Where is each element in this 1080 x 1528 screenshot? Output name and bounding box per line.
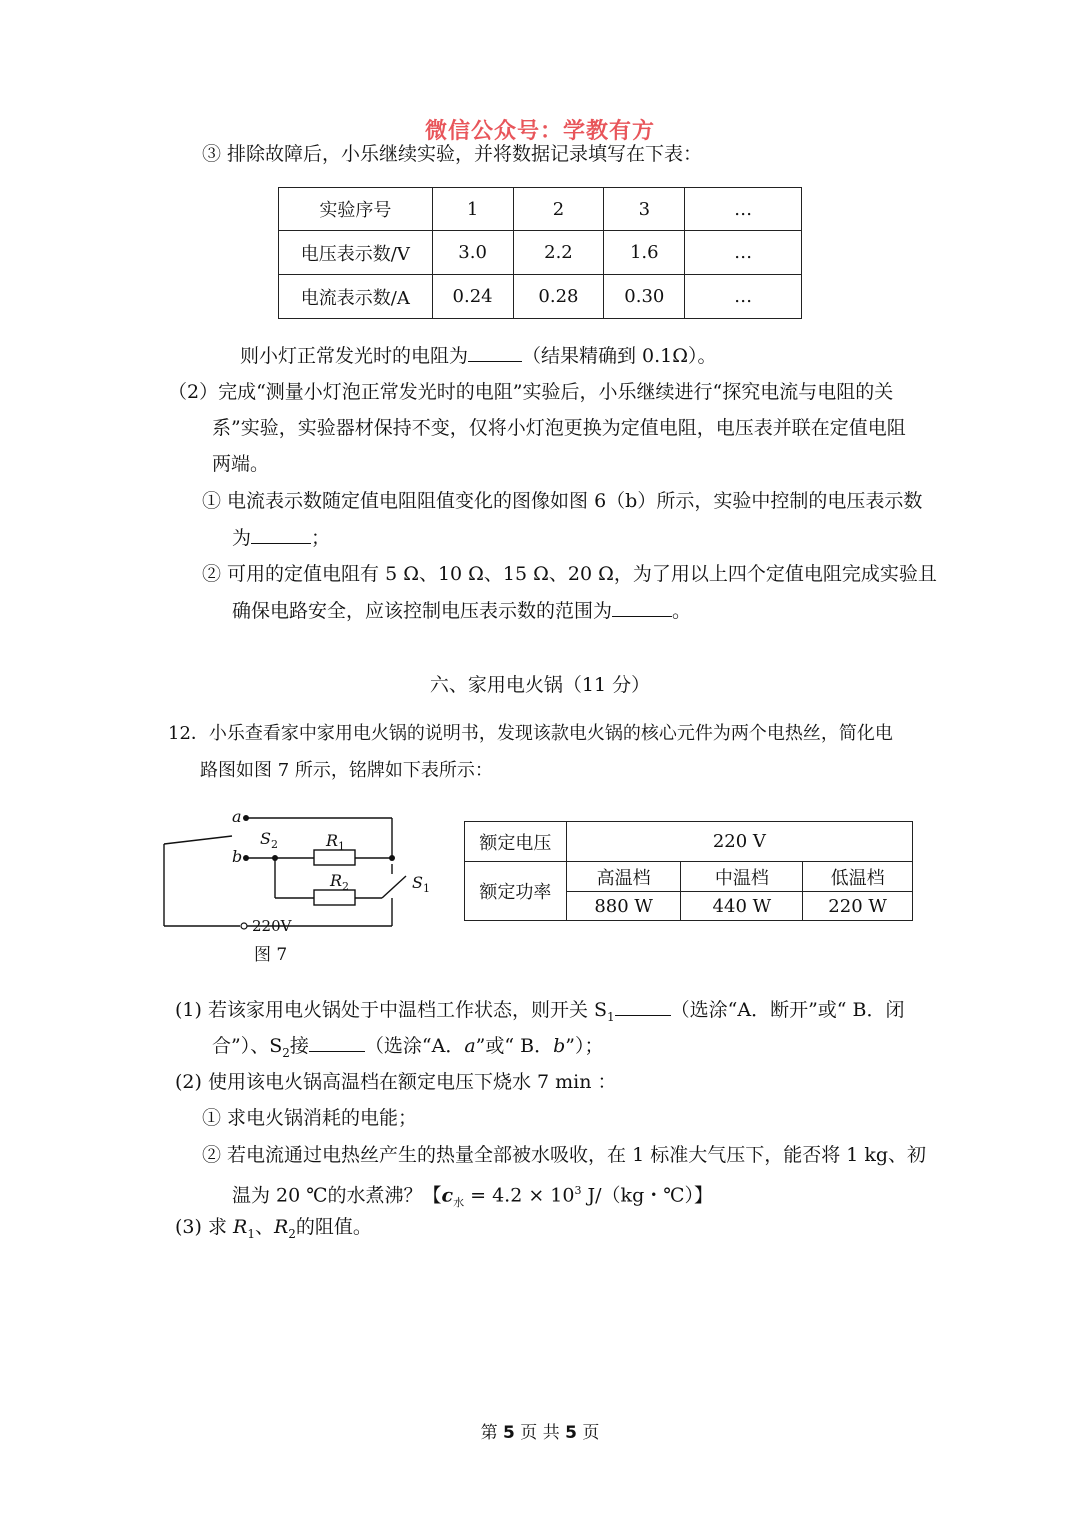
symbol-r2: R xyxy=(273,1216,289,1238)
part2-q1-line1: ① 电流表示数随定值电阻阻值变化的图像如图 6（b）所示，实验中控制的电压表示数 xyxy=(202,490,923,512)
table-cell: … xyxy=(685,231,802,275)
label-b: b xyxy=(232,847,243,866)
table-cell: 220 V xyxy=(566,822,912,862)
answer-blank[interactable] xyxy=(251,525,311,544)
nameplate-table xyxy=(464,821,913,921)
table-cell: 0.24 xyxy=(432,275,513,319)
sub2-line: (2) 使用该电火锅高温档在额定电压下烧水 7 min ： xyxy=(175,1071,617,1093)
page-number: 5 xyxy=(503,1423,515,1443)
table-cell: 2 xyxy=(513,188,604,231)
terminal-a-icon xyxy=(243,815,249,821)
figure-caption: 图 7 xyxy=(254,945,288,965)
formula-text: = 4.2 × 10 xyxy=(464,1184,575,1207)
sub3-line xyxy=(175,1215,372,1246)
sub3-text: (3) 求 xyxy=(175,1216,233,1238)
sub2-q2-line2 xyxy=(232,1179,713,1215)
subscript: 水 xyxy=(453,1196,465,1210)
part2-line1: （2）完成“测量小灯泡正常发光时的电阻”实验后，小乐继续进行“探究电流与电阻的关 xyxy=(168,381,894,403)
subscript: 2 xyxy=(288,1226,296,1241)
q2-end: 。 xyxy=(672,600,692,622)
q1-text: 为 xyxy=(232,527,252,549)
section-title: 六、家用电火锅（11 分） xyxy=(429,674,651,696)
table-cell: 0.28 xyxy=(513,275,604,319)
table-cell: … xyxy=(685,275,802,319)
table-row xyxy=(465,862,913,892)
subscript: 1 xyxy=(247,1226,255,1241)
sub2-q2-line1: ② 若电流通过电热丝产生的热量全部被水吸收，在 1 标准大气压下，能否将 1 kg、初 xyxy=(202,1144,927,1166)
part2-q1-line2 xyxy=(232,525,330,550)
sub1-text: 合”）、S xyxy=(212,1035,283,1057)
subscript: 1 xyxy=(607,1009,615,1024)
circuit-diagram xyxy=(160,806,440,970)
subscript: 2 xyxy=(282,1045,290,1060)
part2-line3: 两端。 xyxy=(212,453,270,475)
part2-line2: 系”实验，实验器材保持不变，仅将小灯泡更换为定值电阻，电压表并联在定值电阻 xyxy=(212,417,906,439)
label-r1: $R_1$ xyxy=(326,831,346,853)
label-s1: $S_1$ xyxy=(412,873,430,895)
sub1-text: （选涂“A．断开”或“ B．闭 xyxy=(670,999,905,1021)
table-cell: 电压表示数/V xyxy=(279,231,433,275)
step3-text: ③ 排除故障后，小乐继续实验，并将数据记录填写在下表： xyxy=(202,143,703,165)
label-voltage: 220V xyxy=(252,917,292,935)
answer-blank[interactable] xyxy=(468,343,522,362)
table-cell: 电流表示数/A xyxy=(279,275,433,319)
formula-c: c xyxy=(441,1184,454,1207)
sub2-q1: ① 求电火锅消耗的电能； xyxy=(202,1107,418,1129)
page-footer xyxy=(0,1418,1080,1443)
table-cell: 220 W xyxy=(803,892,913,921)
footer-text: 页 xyxy=(582,1423,600,1443)
label-r2: $R_2$ xyxy=(330,871,350,893)
q12-line1: 12．小乐查看家中家用电火锅的说明书，发现该款电火锅的核心元件为两个电热丝，简化电 xyxy=(168,723,893,744)
part2-q2-line2 xyxy=(232,598,691,623)
sub3-text: 、 xyxy=(254,1216,274,1238)
symbol-r1: R xyxy=(233,1216,248,1238)
node-icon xyxy=(272,855,278,861)
table-cell: 1 xyxy=(432,188,513,231)
table-cell: 440 W xyxy=(681,892,803,921)
formula-text: J/（kg・℃）】 xyxy=(581,1184,713,1207)
label-s2: $S_2$ xyxy=(260,829,278,851)
superscript: 3 xyxy=(574,1184,582,1197)
sub1-line1 xyxy=(175,997,905,1029)
footer-text: 页 共 xyxy=(520,1423,560,1443)
table-cell: 中温档 xyxy=(681,862,803,892)
sub1-text: （选涂“A． xyxy=(364,1035,465,1057)
table-row xyxy=(465,822,913,862)
answer-blank[interactable] xyxy=(612,598,672,617)
table-row xyxy=(279,275,802,319)
table-row xyxy=(279,231,802,275)
option-b: b xyxy=(553,1035,566,1057)
resistance-question xyxy=(240,343,717,368)
answer-blank[interactable] xyxy=(309,1033,365,1052)
part2-q2-line1: ② 可用的定值电阻有 5 Ω、10 Ω、15 Ω、20 Ω，为了用以上四个定值电阻完成实验且 xyxy=(202,563,937,585)
table-cell: 3 xyxy=(604,188,685,231)
sub1-text: ”或“ B． xyxy=(475,1035,554,1057)
resistance-note: （结果精确到 0.1Ω）。 xyxy=(522,345,717,367)
table-cell: 880 W xyxy=(566,892,681,921)
q1-end: ； xyxy=(311,527,331,549)
footer-text: 第 xyxy=(480,1423,498,1443)
option-a: a xyxy=(464,1035,476,1057)
sub2-text: 温为 20 ℃的水煮沸？【 xyxy=(232,1184,442,1207)
answer-blank[interactable] xyxy=(615,997,671,1016)
table-cell: 高温档 xyxy=(566,862,681,892)
label-a: a xyxy=(232,807,242,826)
terminal-b-icon xyxy=(243,855,249,861)
experiment-table xyxy=(278,187,802,319)
sub1-line2 xyxy=(212,1033,603,1065)
table-cell: 低温档 xyxy=(803,862,913,892)
table-cell: 实验序号 xyxy=(279,188,433,231)
table-cell: 2.2 xyxy=(513,231,604,275)
terminal-icon xyxy=(241,923,247,929)
table-cell: 额定功率 xyxy=(465,862,567,921)
watermark: 微信公众号：学教有方 xyxy=(424,119,655,144)
table-row xyxy=(279,188,802,231)
resistance-text: 则小灯正常发光时的电阻为 xyxy=(240,345,469,367)
sub1-text: 接 xyxy=(289,1035,309,1057)
q2-text: 确保电路安全，应该控制电压表示数的范围为 xyxy=(232,600,613,622)
q12-line2: 路图如图 7 所示，铭牌如下表所示： xyxy=(200,760,493,781)
sub1-text: ”）； xyxy=(565,1035,604,1057)
sub3-text: 的阻值。 xyxy=(295,1216,372,1238)
page-total: 5 xyxy=(565,1423,577,1443)
table-cell: 额定电压 xyxy=(465,822,567,862)
table-cell: 0.30 xyxy=(604,275,685,319)
table-cell: … xyxy=(685,188,802,231)
table-cell: 1.6 xyxy=(604,231,685,275)
table-cell: 3.0 xyxy=(432,231,513,275)
sub1-text: (1) 若该家用电火锅处于中温档工作状态，则开关 S xyxy=(175,999,608,1021)
node-icon xyxy=(389,855,395,861)
